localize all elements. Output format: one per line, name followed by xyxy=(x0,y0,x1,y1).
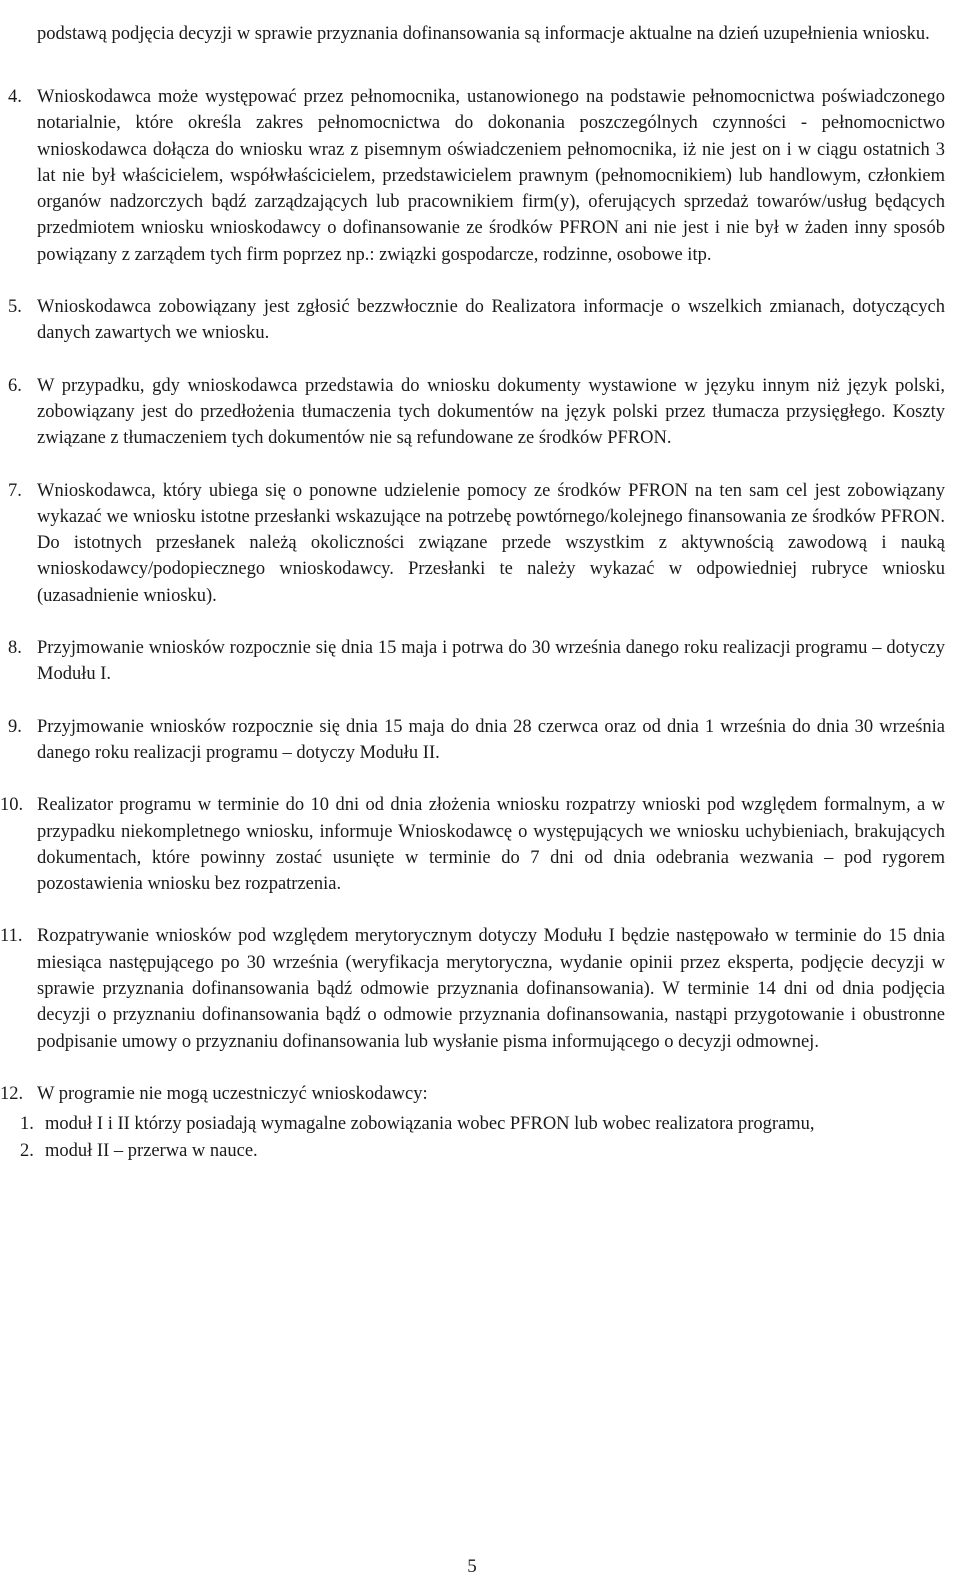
sub-item-number: 1. xyxy=(20,1114,34,1135)
item-text: Przyjmowanie wniosków rozpocznie się dnia 15 maja do dnia 28 czerwca oraz od dnia 1 września do dnia 30 września danego roku realizacji programu – dotyczy Modułu II. xyxy=(37,716,945,763)
item-number: 8. xyxy=(8,638,22,659)
list-item-5 xyxy=(0,294,945,347)
sub-list-item xyxy=(0,1138,943,1164)
list-item-11 xyxy=(0,923,945,1054)
list-item-4 xyxy=(0,84,945,268)
list-item-12 xyxy=(0,1081,945,1164)
sub-item-text: moduł II – przerwa w nauce. xyxy=(45,1140,258,1161)
item-number: 5. xyxy=(8,297,22,318)
item-number: 7. xyxy=(8,480,22,501)
list-item-9 xyxy=(0,714,945,767)
item-number: 4. xyxy=(8,87,22,107)
item-number: 12. xyxy=(0,1083,24,1104)
item-text: Rozpatrywanie wniosków pod względem merytorycznym dotyczy Modułu I będzie następowało w terminie do 15 dnia miesiąca następującego po 30 września (weryfikacja merytoryczna, wydanie opinii przez eksperta, podjęcie decyzji w sprawie przyznania dofinansowania bądź odmowie przyznania dofinansowania). W terminie 14 dni od dnia podjęcia decyzji o przyznaniu dofinansowania bądź o odmowie przyznania dofinansowania, nastąpi przygotowanie i obustronne podpisanie umowy o przyznaniu dofinansowania lub wysłanie pisma informującego o decyzji odmownej. xyxy=(37,926,945,1052)
item-text: Wnioskodawca, który ubiega się o ponowne udzielenie pomocy ze środków PFRON na ten sam cel jest zobowiązany wykazać we wniosku istotne przesłanki wskazujące na potrzebę powtórnego/kolejnego finansowania ze środków PFRON. Do istotnych przesłanek należą okoliczności związane przede wszystkim z aktywnością zawodową i nauką wnioskodawcy/podopiecznego wnioskodawcy. Przesłanki te należy wykazać w odpowiedniej rubryce wniosku (uzasadnienie wniosku). xyxy=(37,480,945,606)
item-number: 10. xyxy=(0,795,24,816)
sub-list xyxy=(20,1111,945,1164)
list-item-6 xyxy=(0,373,945,452)
item-text: Wnioskodawca może występować przez pełnomocnika, ustanowionego na podstawie pełnomocnictwa poświadczonego notarialnie, które określa zakres pełnomocnictwa do dokonania poszczególnych czynności - pełnomocnictwo wnioskodawca dołącza do wniosku wraz z pisemnym oświadczeniem pełnomocnika, iż nie jest on i w ciągu ostatnich 3 lat nie był właścicielem, współwłaścicielem, przedstawicielem prawnym (pełnomocnikiem) lub handlowym, członkiem organów nadzorczych bądź zarządzających lub pracownikiem firm(y), oferujących sprzedaż towarów/usług będących przedmiotem wniosku wnioskodawcy o dofinansowanie ze środków PFRON ani nie jest i nie był w żaden inny sposób powiązany z zarządem tych firm poprzez np.: związki gospodarcze, rodzinne, osobowe itp. xyxy=(37,87,945,265)
item-text: Przyjmowanie wniosków rozpocznie się dnia 15 maja i potrwa do 30 września danego roku realizacji programu – dotyczy Modułu I. xyxy=(37,638,945,685)
sub-item-number: 2. xyxy=(20,1140,34,1161)
sub-list-item xyxy=(0,1111,943,1137)
item-text: Realizator programu w terminie do 10 dni od dnia złożenia wniosku rozpatrzy wnioski pod względem formalnym, a w przypadku niekompletnego wniosku, informuje Wnioskodawcę o występujących we wniosku uchybieniach, brakujących dokumentach, które powinny zostać usunięte w terminie do 7 dni od dnia odebrania wezwania – pod rygorem pozostawienia wniosku bez rozpatrzenia. xyxy=(37,795,945,895)
sub-item-text: moduł I i II którzy posiadają wymagalne zobowiązania wobec PFRON lub wobec realizatora programu, xyxy=(45,1114,815,1135)
item-text: W przypadku, gdy wnioskodawca przedstawia do wniosku dokumenty wystawione w języku innym niż język polski, zobowiązany jest do przedłożenia tłumaczenia tych dokumentów na język polski przez tłumacza przysięgłego. Koszty związane z tłumaczeniem tych dokumentów nie są refundowane ze środków PFRON. xyxy=(37,375,945,449)
numbered-list xyxy=(0,84,960,1190)
item-text: Wnioskodawca zobowiązany jest zgłosić bezzwłocznie do Realizatora informacje o wszelkich zmianach, dotyczących danych zawartych we wniosku. xyxy=(37,297,945,344)
list-item-7 xyxy=(0,478,945,609)
item-number: 6. xyxy=(8,375,22,396)
list-item-10 xyxy=(0,792,945,897)
item-number: 9. xyxy=(8,716,22,737)
list-item-8 xyxy=(0,635,945,688)
item-number: 11. xyxy=(0,926,23,947)
intro-paragraph: podstawą podjęcia decyzji w sprawie przyznania dofinansowania są informacje aktualne na dzień uzupełnienia wniosku. xyxy=(37,23,930,44)
item-text: W programie nie mogą uczestniczyć wnioskodawcy: xyxy=(37,1083,428,1104)
page-number: 5 xyxy=(467,1556,477,1577)
